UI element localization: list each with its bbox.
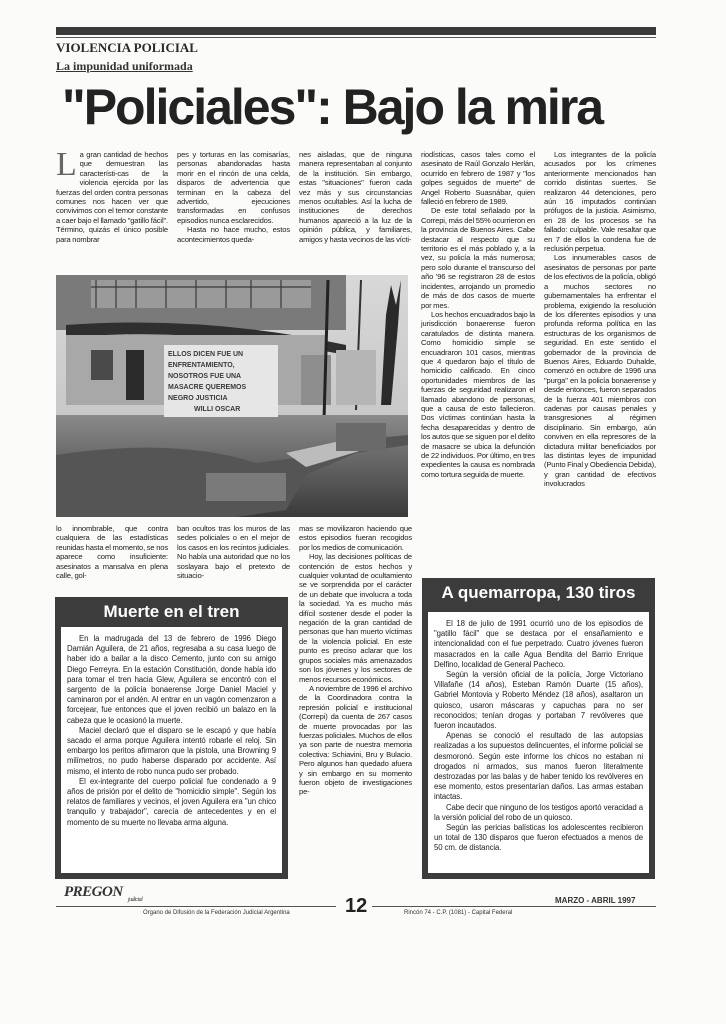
paragraph: riodísticas, casos tales como el asesinato de Raúl Gonzalo Herlán, ocurrido en febrero de 1987 y "los golpes seguidos de muerte" de Angel Roberto Suasnábar, quien falleció en febrero de 1989.: [421, 150, 535, 207]
paragraph: Apenas se conoció el resultado de las autopsias realizadas a los supuestos delincuentes, el informe policial se desmoronó. Según este informe los chicos no estaban ni drogados ni armados, sus manos fueron literalmente destrozadas por las balas y de haber tenido los revólveres en ese momento, estos presentarían daños. Las armas estaban intactas.: [434, 731, 643, 802]
article-col3-bottom: [299, 524, 412, 797]
logo-subtext: judicial: [127, 897, 143, 903]
page-number: 12: [345, 895, 368, 917]
paragraph: mas se movilizaron haciendo que estos episodios fueran recogidos por los medios de comunicación.: [299, 524, 412, 552]
headline: "Policiales": Bajo la mira: [62, 79, 603, 135]
paragraph: ban ocultos tras los muros de las sedes policiales o en el mejor de los casos en los recintos judiciales. No había una autoridad que no los soslayara bajo el pretexto de situacio-: [177, 524, 290, 581]
article-col1-bottom: [56, 524, 168, 580]
section-label: VIOLENCIA POLICIAL: [56, 40, 198, 55]
article-col3-top: [299, 150, 412, 244]
paragraph: Los innumerables casos de asesinatos de personas por parte de los efectivos de la policía, obligó a muchos sectores no gubernamentales ha enfrentar el problema, exigiendo la resolución de los diferentes episodios y una profunda reforma política en las estructuras de los organismos de seguridad. En este sentido el gobernador de la provincia de Buenos Aires, Eduardo Duhalde, comenzó en octubre de 1996 una "purga" en la policía bonaerense y desde entonces, fueron separados de la fuerza 401 miembros con cadenas por causas penales y transgresiones al régimen disciplinario. Sin embargo, aún conviven en ella represores de la dictadura militar beneficiados por las distintas leyes de impunidad (Punto Final y Obediencia Debida), y gran cantidad de efectivos involucrados: [544, 253, 656, 489]
top-rule: [56, 27, 656, 35]
kicker: La impunidad uniformada: [56, 59, 193, 73]
paragraph: Según las pericias balísticas los adolescentes recibieron un total de 130 disparos que fueron efectuados a menos de 50 cm. de distancia.: [434, 823, 643, 853]
box-title: A quemarropa, 130 tiros: [441, 583, 636, 602]
paragraph: El 18 de julio de 1991 ocurrió uno de los episodios de "gatillo fácil" que se destaca por el ensañamiento e intencionalidad con el fue perpetrado. Cuatro jóvenes fueron masacrados en la calle Agua Bendita del Barrio Enrique Delfino, localidad de General Pacheco.: [434, 619, 643, 669]
paragraph: Los integrantes de la policía acusados por los crímenes anteriormente mencionados han corrido distintas suertes. Se realizaron 44 detenciones, pero aún 16 imputados continúan prófugos de la justicia. Asimismo, en 28 de los procesos se ha fallado: culpable. Vale resaltar que en 7 de ellos la condena fue de reclusión perpetua.: [544, 150, 656, 254]
sidebar-box-tren: [55, 597, 288, 879]
sidebar-box-quemarropa: [422, 578, 655, 879]
box-body: [61, 627, 282, 873]
paragraph: Cabe decir que ninguno de los testigos aportó veracidad a la versión policial del robo de un quiosco.: [434, 802, 643, 822]
drop-cap: L: [56, 146, 77, 183]
graffiti-line: NOSOTROS FUE UNA: [168, 373, 242, 380]
paragraph: En la madrugada del 13 de febrero de 1996 Diego Damián Aguilera, de 21 años, regresaba a su casa luego de haber ido a bailar a la disco Cemento, junto con su amigo Diego Ferreyra. En la estación Constitución, donde había ido para tomar el tren hacia Glew, Aguilera se encontró con el sargento de la policía bonaerense Jorge Daniel Maciel y caminaron por el andén. Al entrar en un vagón comenzaron a forcejear, fue entonces que el joven recibió un balazo en la cabeza que le ocasionó la muerte.: [67, 634, 276, 725]
paragraph: De este total señalado por la Correpi, más del 55% ocurrieron en la provincia de Buenos Aires. Cabe destacar al respecto que su territorio es el más poblado y, a la vez, su policía la más numerosa; pero solo durante el transcurso del año '96 se registraron 28 de estos incidentes, arrojando un promedio de más de dos casos de muerte por mes.: [421, 206, 535, 310]
top-thin-rule: [56, 37, 656, 38]
footer-rule-left: [56, 906, 336, 907]
graffiti-line: ELLOS DICEN FUE UN: [168, 351, 244, 358]
paragraph: a gran cantidad de hechos que demuestran las característi-cas de la violencia ejercida por las fuerzas del orden contra personas comunes nos hacen ver que convivimos con el temor constante a caer bajo el llamado "gatillo fácil". Término, quizás el único posible para nombrar: [56, 150, 168, 244]
photo-illustration: [56, 275, 408, 517]
paragraph: lo innombrable, que contra cualquiera de las estadísticas reunidas hasta el momento, se nos aparece como insuficiente: asesinatos a mansalva en plena calle, gol-: [56, 524, 168, 581]
box-title: Muerte en el tren: [103, 602, 240, 621]
footer-rule-right: [372, 906, 656, 907]
paragraph: Los hechos encuadrados bajo la jurisdicción bonaerense fueron caratulados de distinta manera. Como homicidio simple se encuadraron 101 casos, mientras que 4 quedaron bajo el título de homicidio calificado. En cinco oportunidades miembros de las fuerzas de seguridad realizaron el llamado abandono de personas, que a causa de esto fallecieron. Dos víctimas continúan hasta la fecha desaparecidas y dentro de los autos que se siguen por el delito de masacre se ubica la defunción de 22 individuos. Por último, en tres expedientes la causa es nombrada como tortura seguida de muerte.: [421, 309, 535, 479]
publication-address: Rincón 74 - C.P. (1081) - Capital Federal: [404, 910, 513, 916]
graffiti-line: WILLI OSCAR: [194, 406, 241, 413]
box-text: [61, 627, 282, 828]
logo-text: PREGON: [64, 884, 123, 900]
paragraph: Según la versión oficial de la policía, Jorge Victoriano Villafañe (14 años), Esteban Ramón Duarte (15 años), Gabriel Montovia y Roberto Méndez (18 años), asaltaron un quiosco, usaron máscaras y capuchas para no ser reconocidos; tenían drogas y portaban 7 revólveres que fueron incautados.: [434, 670, 643, 731]
article-col2-bottom: [177, 524, 290, 580]
pregon-logo: [64, 884, 142, 901]
box-body: [428, 612, 649, 873]
photo-street-graffiti: [56, 275, 408, 517]
paragraph: Hoy, las decisiones políticas de contención de estos hechos y cualquier voluntad de ocultamiento se ve sorprendida por el carácter de un debate que involucra a toda la sociedad. Ya es mucho más difícil sostener desde el poder la negación de la gran cantidad de personas que han muerto víctimas de la violencia policial. En este punto es preciso aclarar que los grupos sociales más amenazados son los jóvenes y los sectores de menos recursos económicos.: [299, 552, 412, 684]
issue-date: MARZO - ABRIL 1997: [555, 896, 636, 905]
graffiti-line: ENFRENTAMIENTO,: [168, 362, 235, 369]
publication-organ: Organo de Difusión de la Federación Judicial Argentina: [143, 910, 290, 916]
graffiti-line: MASACRE QUEREMOS: [168, 384, 247, 391]
paragraph: pes y torturas en las comisarías, personas abandonadas hasta morir en el rincón de una celda, disparos de advertencia que terminan en la cabeza del advertido, ejecuciones transformadas en confusos episodios nunca esclarecidos.: [177, 150, 290, 225]
box-text: [428, 612, 649, 854]
article-col5: [544, 150, 656, 489]
article-col1-top: [56, 146, 168, 244]
article-col2-top: [177, 150, 290, 244]
paragraph: A noviembre de 1996 el archivo de la Coordinadora contra la represión policial e institucional (Correpi) da cuenta de 267 casos de muerte provocadas por las fuerzas policiales. Muchos de ellos ya son parte de nuestra memoria colectiva: Schiavini, Bru y Bulacio. Pero algunos han quedado afuera y sin embargo en su momento fueron objeto de investigaciones pe-: [299, 683, 412, 797]
paragraph: Maciel declaró que el disparo se le escapó y que había sacado el arma porque Aguilera intentó robarle el reloj. Sin embargo los peritos afirmaron que la pistola, una Browning 9 milímetros, no pudo haberse disparado por accidente. Así mismo, el intento de robo nunca pudo ser probado.: [67, 725, 276, 776]
paragraph: El ex-integrante del cuerpo policial fue condenado a 9 años de prisión por el delito de "homicidio simple". Según los relatos de familiares y vecinos, el joven Aguilera era "un chico tranquilo y trabajador", carecía de antecedentes y en el momento de su muerte no llevaba arma alguna.: [67, 776, 276, 827]
article-col4: [421, 150, 535, 479]
paragraph: nes aisladas, que de ninguna manera representaban al conjunto de la institución. Sin embargo, estas "situaciones" fueron cada vez más y sus circunstancias menos ocultables. Así la lucha de instituciones de derechos humanos apareció a la luz de la opinión pública, y familiares, amigos y hasta vecinos de las vícti-: [299, 150, 412, 244]
paragraph: Hasta no hace mucho, estos acontecimientos queda-: [177, 225, 290, 244]
graffiti-line: NEGRO JUSTICIA: [168, 395, 228, 402]
